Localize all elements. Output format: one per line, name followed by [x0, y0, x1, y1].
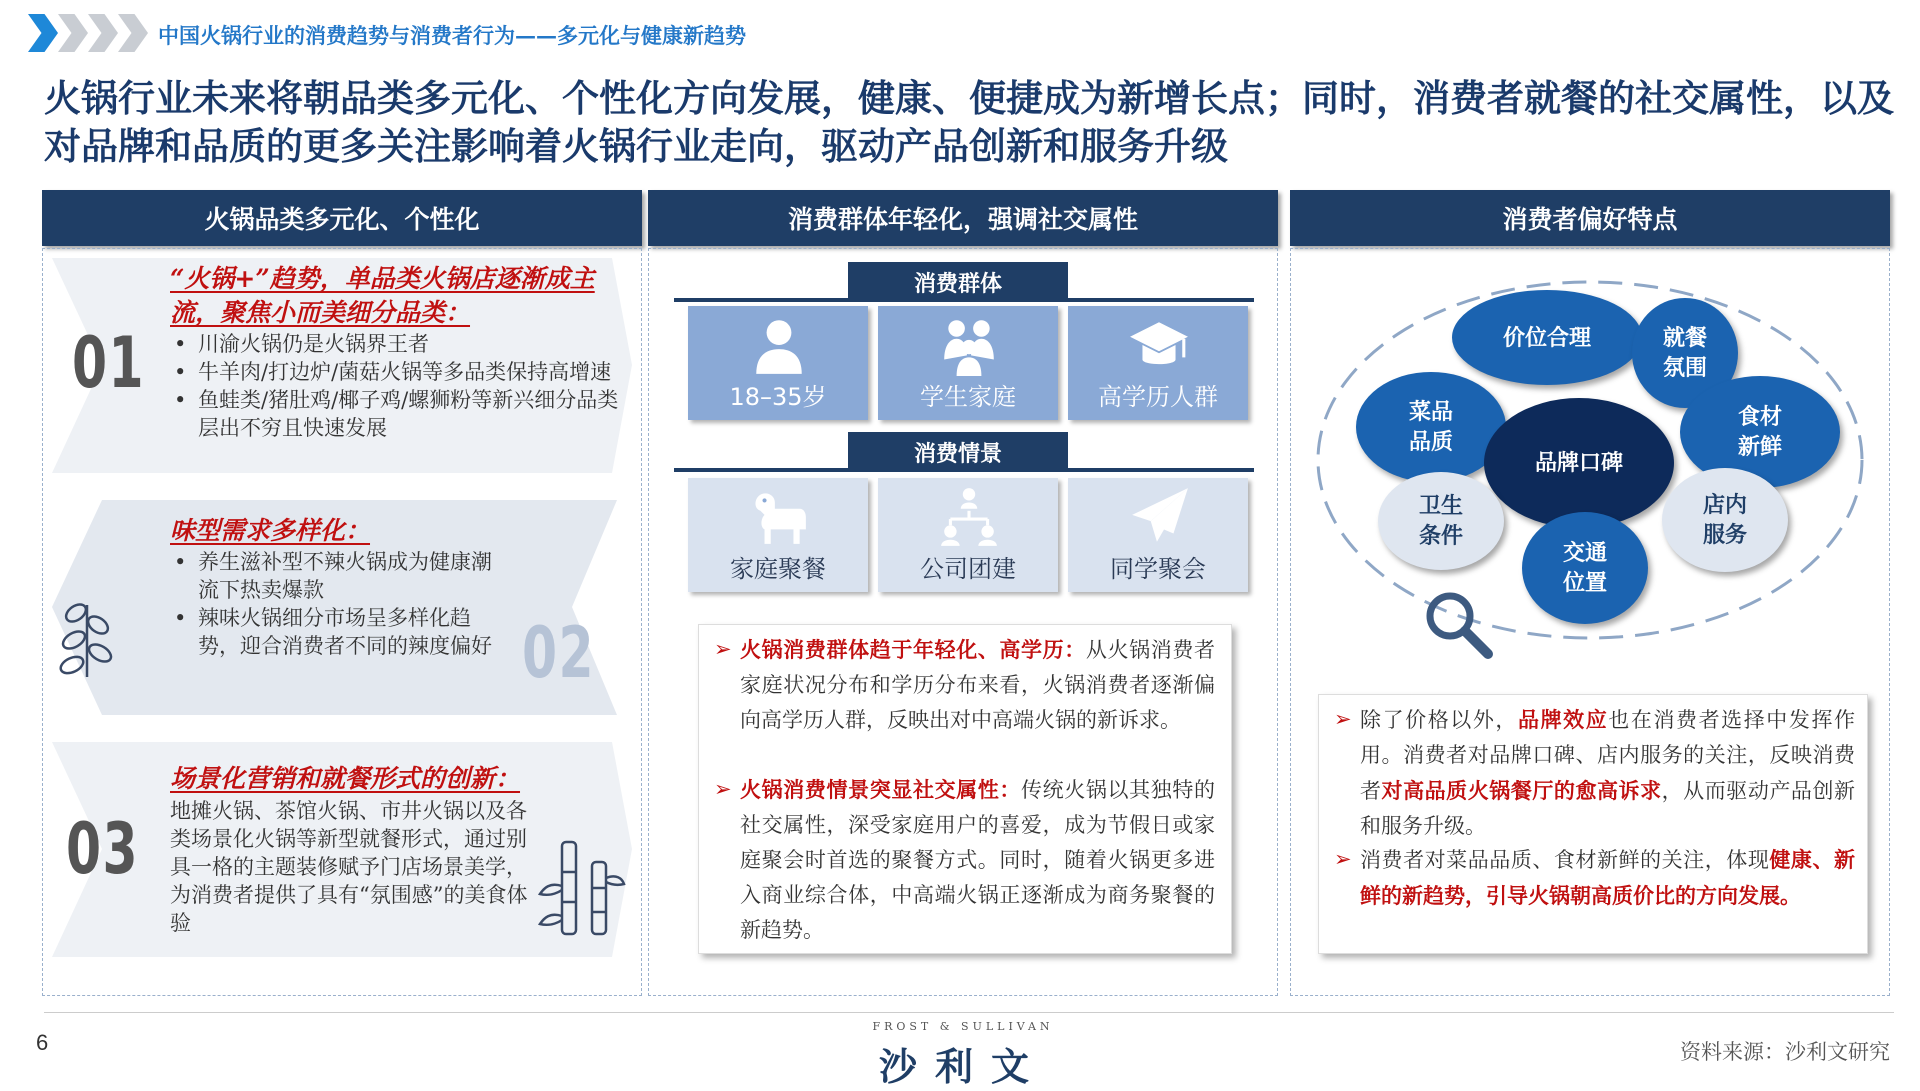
logo-english: FROST & SULLIVAN [872, 1020, 1054, 1033]
slide-subtitle: 中国火锅行业的消费趋势与消费者行为——多元化与健康新趋势 [158, 23, 746, 48]
desc-paragraph-social: ➢ 火锅消费情景突显社交属性：传统火锅以其独特的社交属性，深受家庭用户的喜爱，成为节假日或家庭聚会时首选的聚餐方式。同时，随着火锅更多进入商业综合体，中高端火锅正逐渐成为商务聚餐的新趋势。 [740, 772, 1215, 948]
section-title-hotpot-plus: “火锅+”趋势，单品类火锅店逐渐成主流，聚焦小而美细分品类： [170, 264, 595, 327]
tile-label: 18–35岁 [729, 383, 827, 411]
tile-label: 学生家庭 [920, 383, 1016, 411]
section-title-scene-marketing: 场景化营销和就餐形式的创新： [170, 764, 521, 793]
bubble-hygiene: 卫生条件 [1378, 472, 1504, 570]
arrow-bullet-icon: ➢ [714, 777, 732, 801]
arrow-bullet-icon: ➢ [1334, 707, 1352, 731]
bubble-service: 店内服务 [1662, 468, 1788, 572]
footer-divider [44, 1012, 1894, 1013]
bullet-item: • 养生滋补型不辣火锅成为健康潮流下热卖爆款 [170, 548, 495, 604]
bamboo-icon [536, 838, 626, 938]
chevron-icon [88, 14, 118, 52]
section-2-bullets [170, 548, 495, 660]
slide-title: 火锅行业未来将朝品类多元化、个性化方向发展，健康、便捷成为新增长点；同时，消费者就餐的社交属性，以及对品牌和品质的更多关注影响着火锅行业走向，驱动产品创新和服务升级 [44, 76, 1894, 168]
family-icon [938, 314, 1000, 376]
tile-label: 公司团建 [920, 555, 1016, 583]
tile-family-dinner [688, 478, 868, 592]
bullet-item: • 川渝火锅仍是火锅界王者 [170, 330, 625, 358]
chevron-icon [58, 14, 88, 52]
column-header-consumers: 消费群体年轻化，强调社交属性 [648, 190, 1278, 246]
bubble-price: 价位合理 [1452, 290, 1642, 385]
tile-label: 同学聚会 [1110, 555, 1206, 583]
source-note: 资料来源：沙利文研究 [1680, 1040, 1890, 1064]
tile-classmate-gathering [1068, 478, 1248, 592]
chevron-icon [28, 14, 58, 52]
pref-paragraph-health: ➢ 消费者对菜品品质、食材新鲜的关注，体现健康、新鲜的新趋势，引导火锅朝高质价比的方向发展。 [1360, 842, 1855, 914]
bullet-item: • 牛羊肉/打边炉/菌菇火锅等多品类保持高增速 [170, 358, 625, 386]
bullet-item: • 鱼蛙类/猪肚鸡/椰子鸡/螺狮粉等新兴细分品类层出不穷且快速发展 [170, 386, 625, 442]
section-number-01: 01 [72, 322, 146, 404]
pref-paragraph-brand: ➢ 除了价格以外，品牌效应也在消费者选择中发挥作用。消费者对品牌口碑、店内服务的关注，反映消费者对高品质火锅餐厅的愈高诉求，从而驱动产品创新和服务升级。 [1360, 702, 1855, 844]
page-number: 6 [36, 1030, 49, 1055]
bubble-brand: 品牌口碑 [1484, 398, 1674, 528]
plant-icon [52, 585, 122, 680]
person-icon [748, 314, 810, 376]
section-3-text: 地摊火锅、茶馆火锅、市井火锅以及各类场景化火锅等新型就餐形式，通过别具一格的主题装修赋予门店场景美学，为消费者提供了具有“氛围感”的美食体验 [170, 799, 528, 935]
bubble-transport: 交通位置 [1522, 512, 1648, 624]
bubble-freshness: 食材新鲜 [1680, 376, 1840, 488]
arrow-bullet-icon: ➢ [1334, 847, 1352, 871]
logo-chinese: 沙利文 [878, 1045, 1047, 1089]
tile-team-building [878, 478, 1058, 592]
column-header-category: 火锅品类多元化、个性化 [42, 190, 642, 246]
arrow-bullet-icon: ➢ [714, 637, 732, 661]
bubble-ambience: 就餐氛围 [1632, 298, 1738, 408]
bubble-dish-quality: 菜品品质 [1356, 372, 1506, 482]
scene-band-label: 消费情景 [848, 432, 1068, 472]
section-number-02: 02 [522, 612, 596, 694]
horse-icon [748, 486, 810, 548]
column-header-preferences: 消费者偏好特点 [1290, 190, 1890, 246]
bullet-item: • 辣味火锅细分市场呈多样化趋势，迎合消费者不同的辣度偏好 [170, 604, 495, 660]
tile-age [688, 306, 868, 420]
tile-label: 高学历人群 [1098, 383, 1218, 411]
group-band-label: 消费群体 [848, 262, 1068, 302]
section-number-03: 03 [66, 808, 140, 890]
desc-paragraph-young: ➢ 火锅消费群体趋于年轻化、高学历：从火锅消费者家庭状况分布和学历分布来看，火锅消费者逐渐偏向高学历人群，反映出对中高端火锅的新诉求。 [740, 632, 1215, 738]
paper-plane-icon [1128, 486, 1190, 548]
section-1-bullets [170, 330, 625, 442]
section-title-flavor: 味型需求多样化： [170, 516, 371, 545]
magnifier-icon [1424, 590, 1494, 660]
tile-high-education [1068, 306, 1248, 420]
chevron-icon [118, 14, 148, 52]
org-chart-icon [938, 486, 1000, 548]
tile-label: 家庭聚餐 [730, 555, 826, 583]
tile-student-family [878, 306, 1058, 420]
graduation-cap-icon [1128, 314, 1190, 376]
